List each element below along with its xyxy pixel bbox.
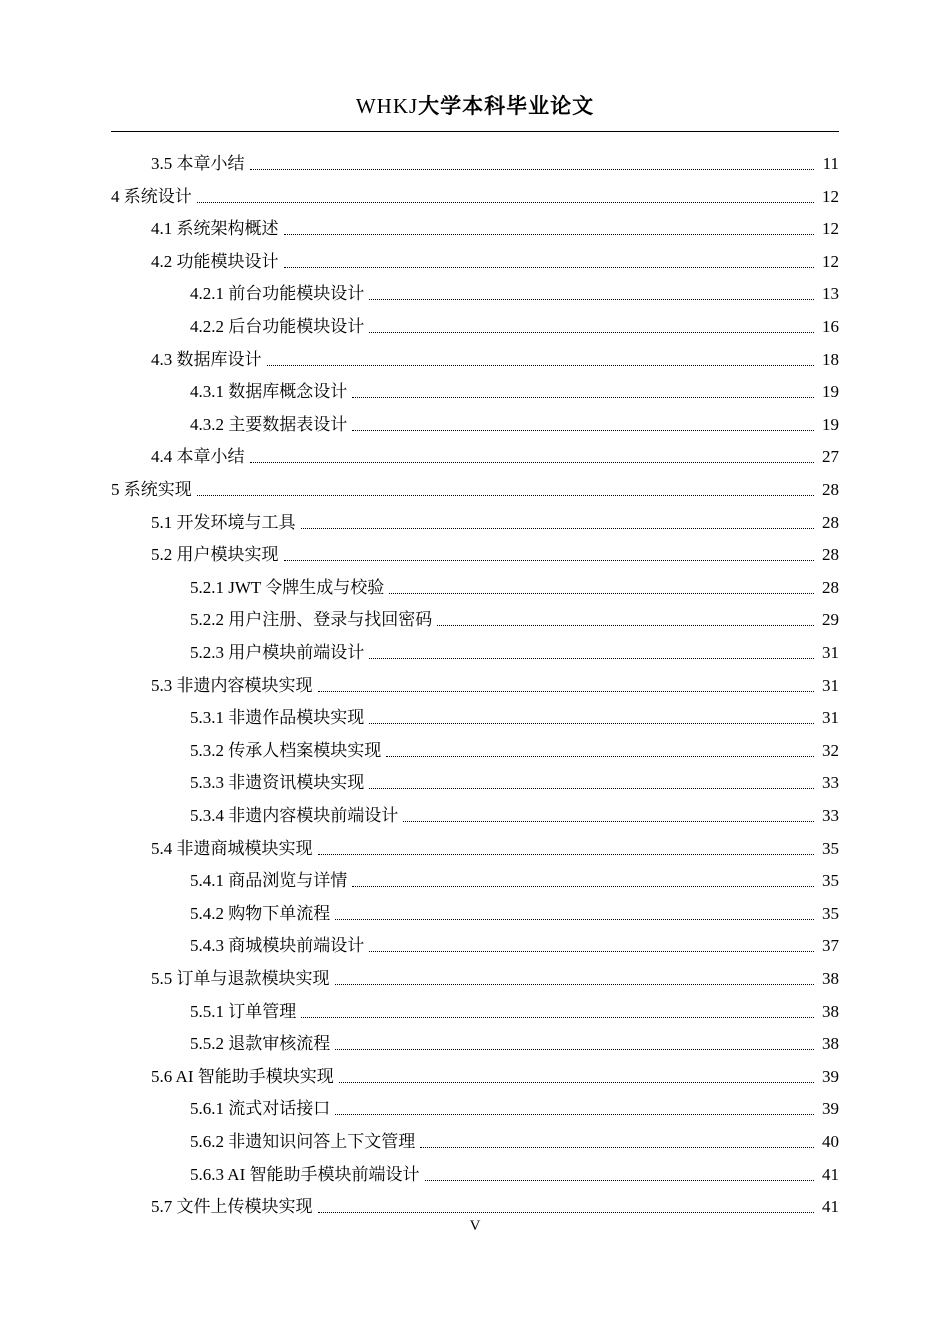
toc-entry-title: 5.6 AI 智能助手模块实现	[151, 1066, 334, 1086]
toc-dot-leader	[250, 461, 815, 463]
toc-entry-title: 5.6.1 流式对话接口	[190, 1099, 331, 1119]
toc-dot-leader	[197, 494, 814, 496]
toc-entry-title: 5.3.4 非遗内容模块前端设计	[190, 806, 399, 825]
toc-entry-page: 12	[822, 251, 839, 271]
toc-entry-page: 28	[822, 577, 839, 597]
toc-entry-title: 5 系统实现	[111, 480, 192, 499]
toc-entry-page: 31	[822, 675, 839, 695]
toc-entry-page: 41	[822, 1197, 839, 1217]
toc-entry-title: 5.4.3 商城模块前端设计	[190, 936, 365, 956]
page-number: V	[469, 1218, 481, 1234]
toc-entry-title: 4.3.2 主要数据表设计	[190, 414, 348, 434]
toc-entry[interactable]	[190, 1027, 839, 1055]
toc-entry[interactable]	[190, 995, 839, 1023]
toc-entry-title: 5.3.3 非遗资讯模块实现	[190, 773, 365, 793]
toc-entry[interactable]	[190, 864, 839, 892]
toc-entry[interactable]	[151, 245, 839, 273]
toc-dot-leader	[197, 201, 814, 203]
toc-entry-page: 28	[822, 512, 839, 532]
header-divider	[111, 131, 839, 132]
toc-dot-leader	[369, 722, 814, 724]
toc-dot-leader	[369, 298, 814, 300]
toc-entry[interactable]	[111, 473, 839, 501]
toc-dot-leader	[301, 527, 815, 529]
toc-entry-title: 5.2.2 用户注册、登录与找回密码	[190, 610, 433, 630]
toc-entry-title: 4.2.2 后台功能模块设计	[190, 317, 365, 336]
toc-dot-leader	[335, 983, 815, 985]
toc-entry-page: 29	[822, 610, 839, 630]
toc-entry-page: 40	[822, 1132, 839, 1151]
toc-entry[interactable]	[190, 375, 839, 403]
toc-dot-leader	[335, 918, 814, 920]
toc-entry-page: 38	[822, 969, 839, 988]
toc-entry-page: 28	[822, 480, 839, 499]
toc-entry-page: 19	[822, 414, 839, 434]
toc-entry[interactable]	[111, 180, 839, 208]
toc-entry[interactable]	[190, 603, 839, 631]
toc-entry-page: 12	[822, 219, 839, 239]
toc-entry[interactable]	[151, 1060, 839, 1088]
toc-entry[interactable]	[151, 343, 839, 371]
toc-dot-leader	[420, 1146, 814, 1148]
toc-entry[interactable]	[151, 147, 839, 175]
toc-entry-title: 4.3.1 数据库概念设计	[190, 382, 348, 402]
toc-dot-leader	[369, 950, 814, 952]
toc-entry[interactable]	[190, 408, 839, 436]
toc-entry[interactable]	[151, 962, 839, 990]
toc-entry-page: 38	[822, 1001, 839, 1021]
header-school-title: 大学本科毕业论文	[418, 94, 595, 118]
toc-entry-title: 5.5.2 退款审核流程	[190, 1034, 331, 1054]
toc-entry-title: 4 系统设计	[111, 186, 192, 206]
toc-entry[interactable]	[190, 799, 839, 827]
toc-entry[interactable]	[190, 277, 839, 305]
toc-entry-title: 5.3.1 非遗作品模块实现	[190, 708, 365, 728]
toc-entry[interactable]	[151, 669, 839, 697]
toc-entry-title: 4.2.1 前台功能模块设计	[190, 284, 365, 304]
toc-entry-page: 33	[822, 773, 839, 793]
toc-entry-page: 35	[822, 838, 839, 858]
toc-entry-page: 39	[822, 1099, 839, 1119]
toc-entry-title: 5.5.1 订单管理	[190, 1001, 297, 1021]
toc-entry[interactable]	[190, 636, 839, 664]
toc-entry-title: 5.7 文件上传模块实现	[151, 1197, 313, 1217]
toc-entry-title: 5.4.2 购物下单流程	[190, 903, 331, 923]
toc-entry-page: 32	[822, 740, 839, 760]
toc-dot-leader	[369, 657, 814, 659]
toc-dot-leader	[284, 559, 815, 561]
toc-entry-page: 35	[822, 903, 839, 923]
toc-dot-leader	[425, 1179, 815, 1181]
toc-entry[interactable]	[190, 766, 839, 794]
toc-entry-title: 5.3.2 传承人档案模块实现	[190, 740, 382, 760]
toc-entry[interactable]	[190, 1158, 839, 1186]
toc-entry-title: 5.6.3 AI 智能助手模块前端设计	[190, 1164, 420, 1184]
toc-dot-leader	[267, 364, 815, 366]
toc-dot-leader	[301, 1016, 814, 1018]
toc-dot-leader	[403, 820, 814, 822]
toc-entry-page: 16	[822, 317, 839, 336]
toc-entry-page: 37	[822, 936, 839, 956]
toc-dot-leader	[284, 233, 815, 235]
toc-entry-title: 4.2 功能模块设计	[151, 251, 279, 271]
toc-entry[interactable]	[151, 506, 839, 534]
toc-entry[interactable]	[151, 538, 839, 566]
toc-dot-leader	[250, 168, 815, 170]
toc-entry-title: 5.2.1 JWT 令牌生成与校验	[190, 577, 385, 597]
toc-dot-leader	[318, 853, 815, 855]
toc-dot-leader	[339, 1081, 814, 1083]
toc-dot-leader	[352, 429, 814, 431]
toc-dot-leader	[284, 266, 815, 268]
toc-entry-page: 31	[822, 708, 839, 728]
toc-entry-page: 18	[822, 349, 839, 369]
toc-dot-leader	[352, 396, 814, 398]
toc-entry-page: 12	[822, 186, 839, 206]
toc-entry[interactable]	[151, 832, 839, 860]
toc-entry-title: 5.4.1 商品浏览与详情	[190, 871, 348, 891]
page-header	[0, 93, 950, 119]
toc-entry-page: 33	[822, 806, 839, 825]
toc-entry[interactable]	[151, 440, 839, 468]
toc-entry[interactable]	[190, 929, 839, 957]
toc-entry-page: 41	[822, 1164, 839, 1184]
toc-entry-title: 4.1 系统架构概述	[151, 219, 279, 239]
toc-entry-title: 5.3 非遗内容模块实现	[151, 675, 313, 695]
toc-entry-page: 27	[822, 447, 839, 467]
toc-entry-title: 5.1 开发环境与工具	[151, 512, 296, 532]
toc-entry[interactable]	[190, 897, 839, 925]
header-prefix: WHKJ	[355, 94, 419, 118]
toc-dot-leader	[318, 690, 815, 692]
toc-dot-leader	[335, 1048, 814, 1050]
toc-entry-page: 35	[822, 871, 839, 891]
toc-entry-page: 13	[822, 284, 839, 304]
toc-dot-leader	[335, 1113, 814, 1115]
toc-entry[interactable]	[190, 571, 839, 599]
toc-entry-page: 31	[822, 643, 839, 662]
toc-dot-leader	[318, 1211, 815, 1213]
toc-entry-page: 19	[822, 382, 839, 402]
toc-entry-title: 4.3 数据库设计	[151, 349, 262, 369]
toc-entry-page: 39	[822, 1066, 839, 1086]
toc-entry-title: 4.4 本章小结	[151, 447, 245, 467]
toc-dot-leader	[369, 331, 814, 333]
toc-entry-page: 28	[822, 545, 839, 565]
toc-entry-page: 38	[822, 1034, 839, 1054]
toc-dot-leader	[386, 755, 814, 757]
toc-entry-title: 5.2 用户模块实现	[151, 545, 279, 565]
toc-dot-leader	[369, 787, 814, 789]
toc-entry[interactable]	[190, 734, 839, 762]
toc-entry[interactable]	[190, 701, 839, 729]
toc-entry[interactable]	[151, 1190, 839, 1218]
toc-dot-leader	[437, 624, 814, 626]
toc-entry[interactable]	[190, 310, 839, 338]
toc-entry[interactable]	[190, 1125, 839, 1153]
toc-entry-page: 11	[822, 154, 839, 173]
toc-entry[interactable]	[151, 212, 839, 240]
toc-entry-title: 5.4 非遗商城模块实现	[151, 838, 313, 858]
toc-entry-title: 5.2.3 用户模块前端设计	[190, 643, 365, 662]
toc-entry-title: 3.5 本章小结	[151, 154, 245, 173]
toc-entry-title: 5.6.2 非遗知识问答上下文管理	[190, 1132, 416, 1151]
toc-dot-leader	[352, 885, 814, 887]
toc-entry-title: 5.5 订单与退款模块实现	[151, 969, 330, 988]
toc-dot-leader	[389, 592, 814, 594]
toc-entry[interactable]	[190, 1092, 839, 1120]
